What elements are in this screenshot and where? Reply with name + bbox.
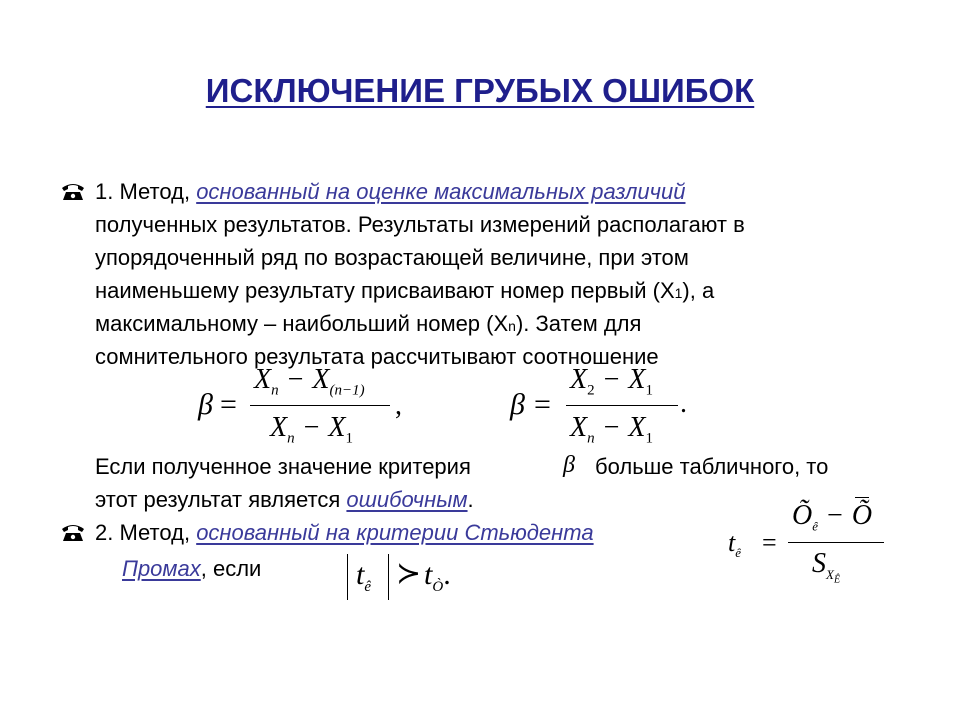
abs-left-bar: [347, 554, 348, 600]
miss-link[interactable]: Промах: [122, 556, 201, 581]
formula3-numerator: $Õ_ê$ − Õ: [792, 500, 872, 535]
student-criterion-link[interactable]: основанный на критерии Стьюдента: [196, 520, 594, 545]
formula1-denominator: $X_n - X_1$: [270, 412, 354, 447]
formula2-tail: .: [680, 388, 687, 419]
item1-line-7b: больше табличного, то: [595, 454, 829, 479]
formula1-numerator: $X_n - X_{(n-1)}$: [254, 364, 365, 399]
telephone-icon: [60, 180, 86, 202]
item1-line-2: полученных результатов. Результаты измерений располагают в: [95, 212, 745, 237]
item1-line-3: упорядоченный ряд по возрастающей величине, при этом: [95, 245, 689, 270]
inline-beta: β: [563, 452, 575, 478]
item2-line-2: Промах, если: [122, 556, 262, 581]
formula1-eq: =: [220, 388, 237, 421]
formula3-eq: =: [762, 528, 777, 557]
item1-prefix: 1. Метод,: [95, 179, 197, 204]
item1-method-link[interactable]: основанный на оценке максимальных различий: [196, 179, 686, 204]
formula2-numerator: $X_2 - X_1$: [570, 364, 654, 399]
formula2-eq: =: [534, 388, 551, 421]
formula2-denominator: $X_n - X_1$: [570, 412, 654, 447]
page-title: ИСКЛЮЧЕНИЕ ГРУБЫХ ОШИБОК: [205, 72, 755, 109]
item1-line-1: [95, 179, 685, 205]
formula3-fraction-bar: [788, 542, 884, 543]
formula2-beta: β: [510, 388, 525, 421]
formula3-t: $t_ê$: [728, 528, 742, 561]
item1-line-6: сомнительного результата рассчитывают соотношение: [95, 344, 659, 369]
abs-right-bar: [388, 554, 389, 600]
formula3-denominator: $S_{X_Ê}$: [812, 548, 841, 586]
formula4-t: $t_ê$: [356, 558, 372, 595]
item1-line-7: Если полученное значение критерия: [95, 454, 471, 479]
item1-line-5: максимальному – наибольший номер (Хn). Затем для: [95, 311, 642, 336]
telephone-icon: [60, 521, 86, 543]
formula2-fraction-bar: [566, 405, 678, 406]
item1-line-4: наименьшему результату присваивают номер первый (Х1), а: [95, 278, 715, 303]
item1-line-8: этот результат является ошибочным.: [95, 487, 474, 512]
item2-line-1: 2. Метод, основанный на критерии Стьюдента: [95, 520, 594, 545]
formula1-fraction-bar: [250, 405, 390, 406]
formula1-beta: β: [198, 388, 213, 421]
erroneous-link[interactable]: ошибочным: [346, 487, 468, 512]
formula4-rel: ≻: [396, 557, 422, 590]
formula1-tail: ,: [395, 390, 402, 421]
formula4-t2: $t_Ò$.: [424, 558, 451, 595]
